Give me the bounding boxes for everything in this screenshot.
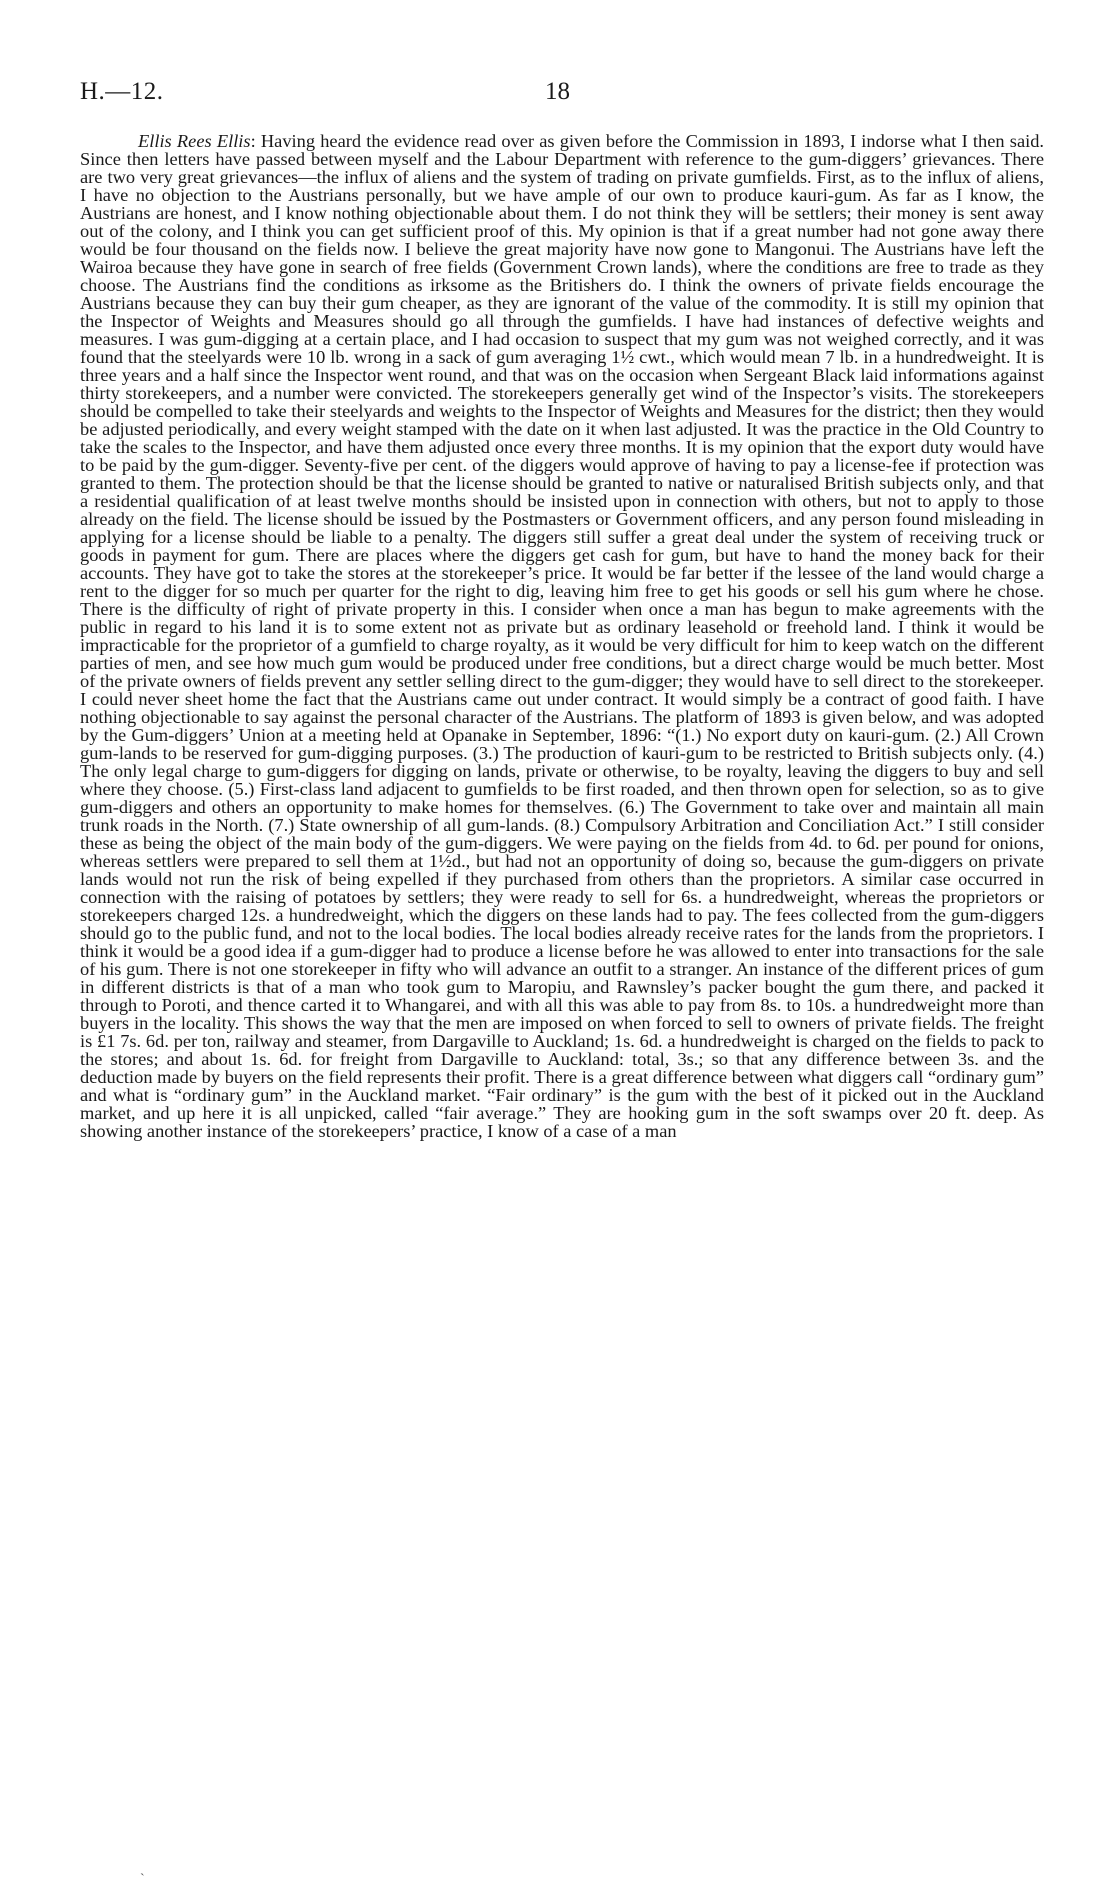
evidence-text: : Having heard the evidence read over as given before the Commission in 1893, I indorse what I then said. Since then letters have passed between myself and the Labour Department with reference to the gum-diggers’ grievances. There are two very great grievances—the influx of aliens and the system of trading on private gumfields. First, as to the influx of aliens, I have no objection to the Austrians personally, but we have ample of our own to produce kauri-gum. As far as I know, the Austrians are honest, and I know nothing objectionable about them. I do not think they will be settlers; their money is sent away out of the colony, and I think you can get sufficient proof of this. My opinion is that if a great number had not gone away there would be four thousand on the fields now. I believe the great majority have now gone to Mangonui. The Austrians have left the Wairoa because they have gone in search of free fields (Government Crown lands), where the conditions are free to trade as they choose. The Austrians find the conditions as irksome as the Britishers do. I think the owners of private fields encourage the Austrians because they can buy their gum cheaper, as they are ignorant of the value of the commodity. It is still my opinion that the Inspector of Weights and Measures should go all through the gumfields. I have had instances of defective weights and measures. I was gum-digging at a certain place, and I had occasion to suspect that my gum was not weighed correctly, and it was found that the steelyards were 10 lb. wrong in a sack of gum averaging 1½ cwt., which would mean 7 lb. in a hundredweight. It is three years and a half since the Inspector went round, and that was on the occasion when Sergeant Black laid informations against thirty storekeepers, and a number were convicted. The storekeepers generally get wind of the Inspector’s visits. The storekeepers should be compelled to take their steelyards and weights to the Inspector of Weights and Measures for the district; then they would be adjusted periodically, and every weight stamped with the date on it when last adjusted. It was the practice in the Old Country to take the scales to the Inspector, and have them adjusted once every three months. It is my opinion that the export duty would have to be paid by the gum-digger. Seventy-five per cent. of the diggers would approve of having to pay a license-fee if protection was granted to them. The protection should be that the license should be granted to native or naturalised British subjects only, and that a residential qualification of at least twelve months should be insisted upon in connection with others, but not to apply to those already on the field. The license should be issued by the Postmasters or Government officers, and any person found misleading in applying for a license should be liable to a penalty. The diggers still suffer a great deal under the system of receiving truck or goods in payment for gum. There are places where the diggers get cash for gum, but have to hand the money back for their accounts. They have got to take the stores at the storekeeper’s price. It would be far better if the lessee of the land would charge a rent to the digger for so much per quarter for the right to dig, leaving him free to get his goods or sell his gum where he chose. There is the difficulty of right of private property in this. I consider when once a man has begun to make agreements with the public in regard to his land it is to some extent not as private but as ordinary leasehold or freehold land. I think it would be impracticable for the proprietor of a gumfield to charge royalty, as it would be very difficult for him to keep watch on the different parties of men, and see how much gum would be produced under free conditions, but a direct charge would be much better. Most of the private owners of fields prevent any settler selling direct to the gum-digger; they would have to sell direct to the storekeeper. I could never sheet home the fact that the Austrians came out under contract. It would simply be a contract of good faith. I have nothing objectionable to say against the personal character of the Austrians. The platform of 1893 is given below, and was adopted by the Gum-diggers’ Union at a meeting held at Opanake in September, 1896: “(1.) No export duty on kauri-gum. (2.) All Crown gum-lands to be reserved for gum-digging purposes. (3.) The production of kauri-gum to be restricted to British subjects only. (4.) The only legal charge to gum-diggers for digging on lands, private or otherwise, to be royalty, leaving the diggers to buy and sell where they choose. (5.) First-class land adjacent to gumfields to be first roaded, and then thrown open for selection, so as to give gum-diggers and others an opportunity to make homes for themselves. (6.) The Government to take over and maintain all main trunk roads in the North. (7.) State ownership of all gum-lands. (8.) Compulsory Arbitration and Conciliation Act.” I still consider these as being the object of the main body of the gum-diggers. We were paying on the fields from 4d. to 6d. per pound for onions, whereas settlers were prepared to sell them at 1½d., but had not an opportunity of doing so, because the gum-diggers on private lands would not run the risk of being expelled if they purchased from others than the proprietors. A similar case occurred in connection with the raising of potatoes by settlers; they were ready to sell for 6s. a hundredweight, whereas the proprietors or storekeepers charged 12s. a hundredweight, which the diggers on these lands had to pay. The fees collected from the gum-diggers should go to the public fund, and not to the local bodies. The local bodies already receive rates for the lands from the proprietors. I think it would be a good idea if a gum-digger had to produce a license before he was allowed to enter into transactions for the sale of his gum. There is not one storekeeper in fifty who will advance an outfit to a stranger. An instance of the different prices of gum in different districts is that of a man who took gum to Maropiu, and Rawnsley’s packer bought the gum there, and packed it through to Poroti, and thence carted it to Whangarei, and with all this was able to pay from 8s. to 10s. a hundredweight more than buyers in the locality. This shows the way that the men are imposed on when forced to sell to owners of private fields. The freight is £1 7s. 6d. per ton, railway and steamer, from Dargaville to Auckland; 1s. 6d. a hundredweight is charged on the fields to pack to the stores; and about 1s. 6d. for freight from Dargaville to Auckland: total, 3s.; so that any difference between 3s. and the deduction made by buyers on the field represents their profit. There is a great difference between what diggers call “ordinary gum” and what is “ordinary gum” in the Auckland market. “Fair ordinary” is the gum with the best of it picked out in the Auckland market, and up here it is all unpicked, called “fair average.” They are hooking gum in the soft swamps over 20 ft. deep. As showing another instance of the storekeepers’ practice, I know of a case of a man xyxy=(80,131,1045,1141)
page-header xyxy=(80,78,1040,114)
stray-mark: ˋ xyxy=(140,1872,145,1887)
body-text xyxy=(80,132,1044,1140)
document-reference: H.—12. xyxy=(80,78,164,105)
page-number: 18 xyxy=(545,78,570,105)
evidence-paragraph xyxy=(80,132,1044,1140)
speaker-name: Ellis Rees Ellis xyxy=(138,131,251,151)
